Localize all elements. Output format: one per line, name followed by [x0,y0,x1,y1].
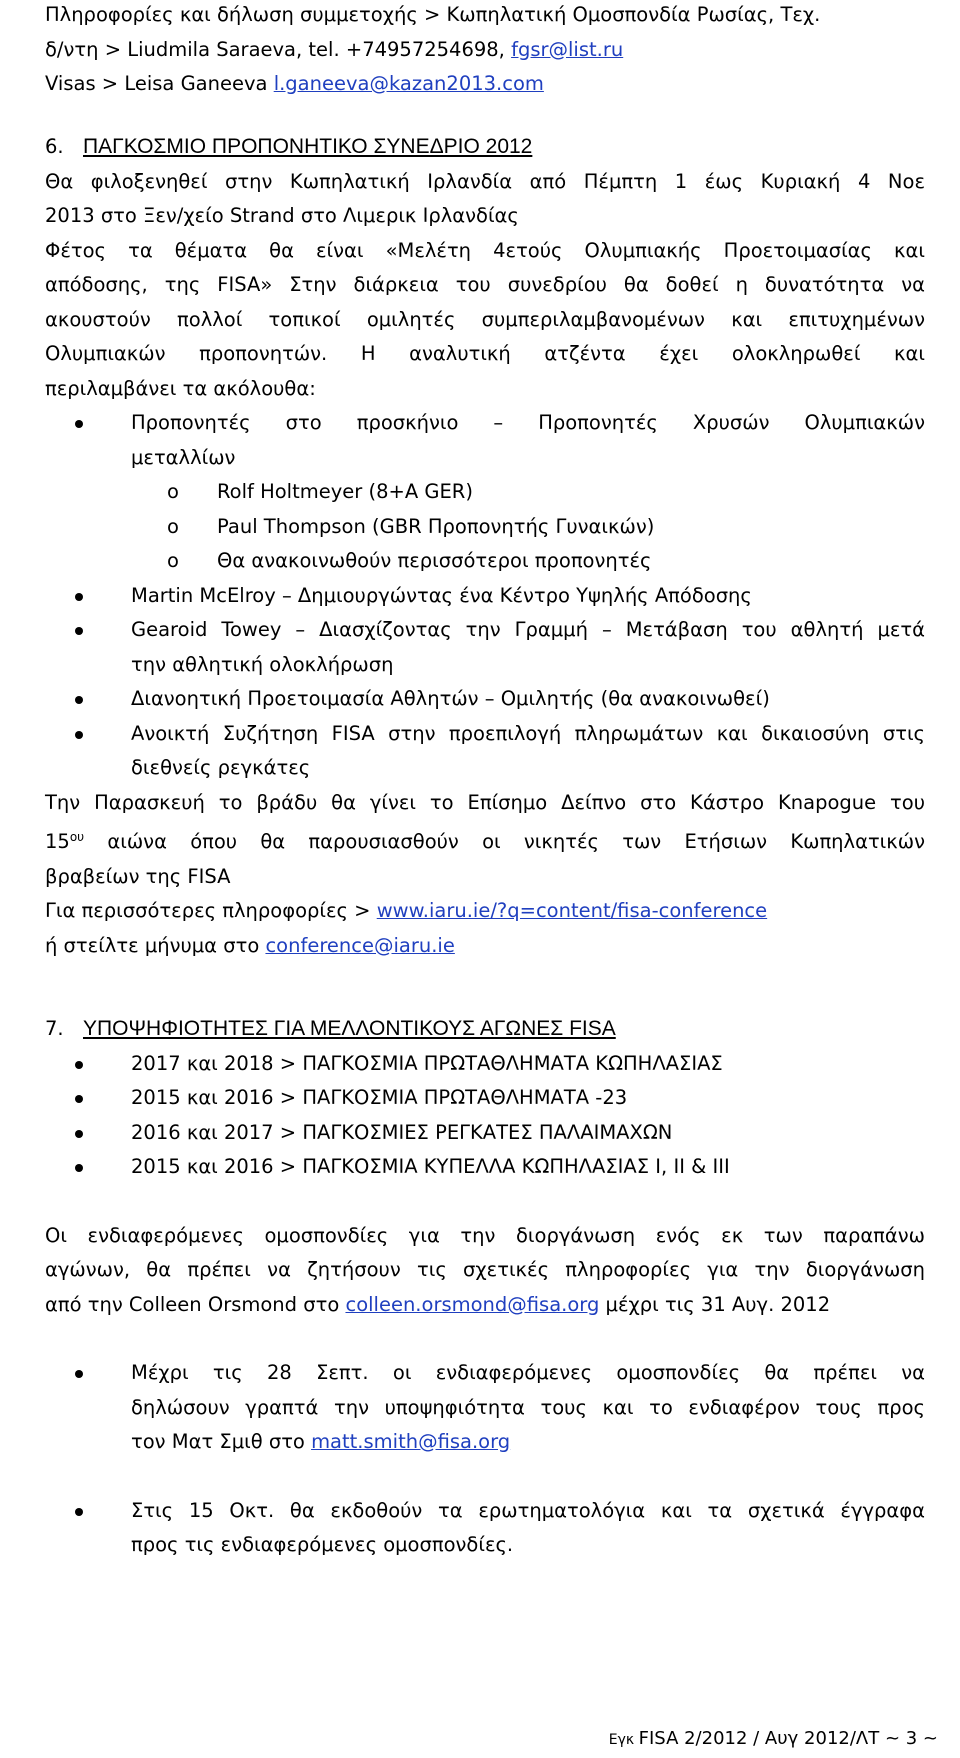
paragraph-line: απόδοσης, της FISA» Στην διάρκεια του συνεδρίου θα δοθεί η δυνατότητα να [45,273,925,296]
page-footer: Εγκ FISA 2/2012 / Αυγ 2012/ΛΤ ~ 3 ~ [608,1728,938,1749]
section-title: ΥΠΟΨΗΦΙΟΤΗΤΕΣ ΓΙΑ ΜΕΛΛΟΝΤΙΚΟΥΣ ΑΓΩΝΕΣ FISA [83,1017,616,1040]
list-item: Ανοικτή Συζήτηση FISA στην προεπιλογή πληρωμάτων και δικαιοσύνη στις διεθνείς ρεγκάτες [45,717,925,786]
paragraph-line: Θα φιλοξενηθεί στην Κωπηλατική Ιρλανδία από Πέμπτη 1 έως Κυριακή 4 Νοε [45,169,925,193]
intro-line: Visas > Leisa Ganeeva l.ganeeva@kazan2013.com [45,72,544,95]
list-item: 2016 και 2017 > ΠΑΓΚΟΣΜΙΕΣ ΡΕΓΚΑΤΕΣ ΠΑΛΑΙΜΑΧΩΝ [45,1116,925,1151]
email-link-ganeeva[interactable]: l.ganeeva@kazan2013.com [273,72,544,95]
bullet-icon [75,1061,83,1069]
paragraph-line: $15^{o\upsilon}$ αιώνα όπου θα παρουσιασθούν οι νικητές των Ετήσιων Κωπηλατικών [45,830,925,853]
list-item: Gearoid Towey – Διασχίζοντας την Γραμμή – Μετάβαση του αθλητή μετά την αθλητική ολοκλήρωση [45,613,925,682]
bullet-icon [75,1508,83,1516]
email-link-conference[interactable]: conference@iaru.ie [265,933,455,957]
paragraph-line: βραβείων της FISA [45,864,231,888]
list-item: Διανοητική Προετοιμασία Αθλητών – Ομιλητής (θα ανακοινωθεί) [45,682,925,717]
bullet-icon [75,593,83,601]
list-item: 2015 και 2016 > ΠΑΓΚΟΣΜΙΑ ΠΡΩΤΑΘΛΗΜΑΤΑ -23 [45,1081,925,1116]
list-item: Στις 15 Οκτ. θα εκδοθούν τα ερωτηματολόγια και τα σχετικά έγγραφα προς τις ενδιαφερόμενες ομοσπονδίες. [45,1494,925,1563]
section-title: ΠΑΓΚΟΣΜΙΟ ΠΡΟΠΟΝΗΤΙΚΟ ΣΥΝΕΔΡΙΟ 2012 [83,135,533,158]
list-item: Προπονητές στο προσκήνιο – Προπονητές Χρυσών Ολυμπιακών μεταλλίων [45,406,925,475]
paragraph-line: περιλαμβάνει τα ακόλουθα: [45,376,316,400]
sub-list-item: o Rolf Holtmeyer (8+A GER) [167,480,473,503]
bullet-icon [75,731,83,739]
paragraph-line: Οι ενδιαφερόμενες ομοσπονδίες για την διοργάνωση ενός εκ των παραπάνω [45,1223,925,1247]
paragraph-line: αγώνων, θα πρέπει να ζητήσουν τις σχετικές πληροφορίες για την διοργάνωση [45,1258,925,1281]
list-item: 2015 και 2016 > ΠΑΓΚΟΣΜΙΑ ΚΥΠΕΛΛΑ ΚΩΠΗΛΑΣΙΑΣ I, II & III [45,1150,925,1185]
list-item: 2017 και 2018 > ΠΑΓΚΟΣΜΙΑ ΠΡΩΤΑΘΛΗΜΑΤΑ ΚΩΠΗΛΑΣΙΑΣ [45,1047,925,1082]
sub-list-item: o Paul Thompson (GBR Προπονητής Γυναικών) [167,514,655,538]
paragraph-line: Για περισσότερες πληροφορίες > www.iaru.ie/?q=content/fisa-conference [45,899,768,922]
list-item: Μέχρι τις 28 Σεπτ. οι ενδιαφερόμενες ομοσπονδίες θα πρέπει να δηλώσουν γραπτά την υποψηφιότητα τους και το ενδιαφέρον τους προς τον Ματ Σμιθ στο matt.smith@fisa.org [45,1356,925,1460]
paragraph-line: Την Παρασκευή το βράδυ θα γίνει το Επίσημο Δείπνο στο Κάστρο Knapogue του [45,790,925,814]
section-heading: 6. ΠΑΓΚΟΣΜΙΟ ΠΡΟΠΟΝΗΤΙΚΟ ΣΥΝΕΔΡΙΟ 2012 [45,135,533,158]
email-link-fgsr[interactable]: fgsr@list.ru [511,37,624,61]
paragraph-line: από την Colleen Orsmond στο colleen.orsmond@fisa.org μέχρι τις 31 Αυγ. 2012 [45,1292,831,1316]
sub-list-item: o Θα ανακοινωθούν περισσότεροι προπονητές [167,549,652,572]
section-heading: 7. ΥΠΟΨΗΦΙΟΤΗΤΕΣ ΓΙΑ ΜΕΛΛΟΝΤΙΚΟΥΣ ΑΓΩΝΕΣ FISA [45,1017,616,1040]
bullet-icon [75,1130,83,1138]
intro-line: Πληροφορίες και δήλωση συμμετοχής > Κωπηλατική Ομοσπονδία Ρωσίας, Τεχ. [45,3,821,26]
paragraph-line: 2013 στο Ξεν/χείο Strand στο Λιμερικ Ιρλανδίας [45,204,519,227]
bullet-icon [75,1164,83,1172]
bullet-icon [75,1370,83,1378]
bullet-icon [75,1095,83,1103]
list-item: Martin McElroy – Δημιουργώντας ένα Κέντρο Υψηλής Απόδοσης [45,579,925,614]
conference-url-link[interactable]: www.iaru.ie/?q=content/fisa-conference [376,899,768,922]
section-7 [45,1012,925,1563]
email-link-orsmond[interactable]: colleen.orsmond@fisa.org [345,1292,600,1316]
intro-line: δ/ντη > Liudmila Saraeva, tel. +74957254698, fgsr@list.ru [45,37,624,61]
paragraph-line: ακουστούν πολλοί τοπικοί ομιλητές συμπεριλαμβανομένων και επιτυχημένων [45,307,925,331]
paragraph-line: ή στείλτε μήνυμα στο conference@iaru.ie [45,933,455,957]
paragraph-line: Φέτος τα θέματα θα είναι «Μελέτη 4ετούς Ολυμπιακής Προετοιμασίας και [45,238,925,262]
section-6 [45,130,925,963]
bullet-icon [75,696,83,704]
email-link-smith[interactable]: matt.smith@fisa.org [311,1430,511,1453]
bullet-icon [75,627,83,635]
intro-block [45,0,925,102]
paragraph-line: Ολυμπιακών προπονητών. Η αναλυτική ατζέντα έχει ολοκληρωθεί και [45,342,925,365]
bullet-icon [75,420,83,428]
